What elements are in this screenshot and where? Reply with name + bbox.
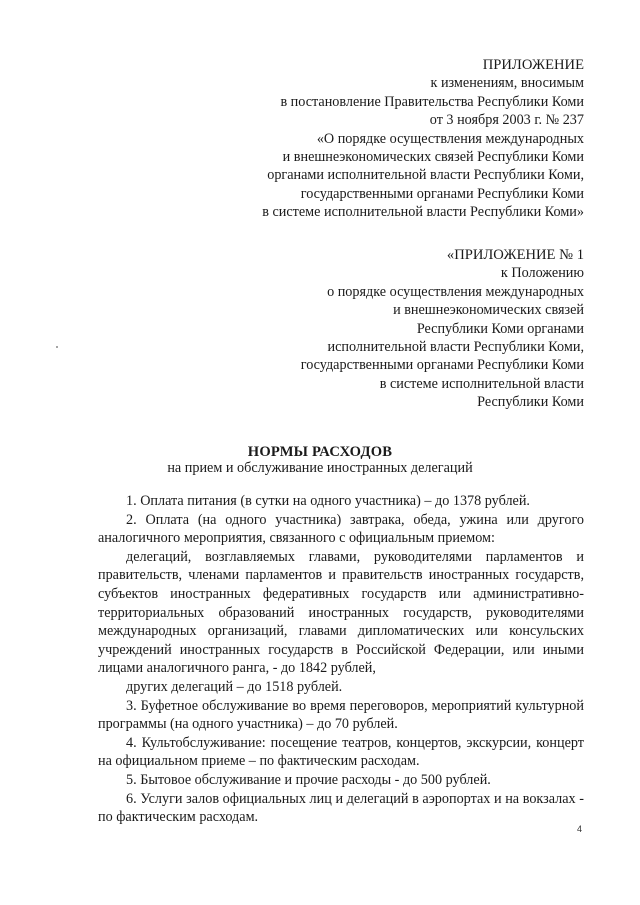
document-title: НОРМЫ РАСХОДОВ <box>247 444 393 460</box>
paragraph: 1. Оплата питания (в сутки на одного участника) – до 1378 рублей. <box>126 493 530 509</box>
paragraph: 4. Культобслуживание: посещение театров, концертов, экскурсии, концерт на официальном приеме – по фактическим расходам. <box>98 734 584 770</box>
appendix1-title: «ПРИЛОЖЕНИЕ № 1 <box>446 247 584 263</box>
paragraph: других делегаций – до 1518 рублей. <box>126 678 343 695</box>
appendix-title: ПРИЛОЖЕНИЕ <box>482 57 584 73</box>
appendix-line: в системе исполнительной власти Республики Коми» <box>262 204 584 221</box>
scan-speck <box>56 346 58 348</box>
appendix1-line: в системе исполнительной власти <box>379 375 584 392</box>
appendix-header <box>262 56 584 222</box>
appendix1-line: к Положению <box>500 265 584 282</box>
paragraph: 5. Бытовое обслуживание и прочие расходы - до 500 рублей. <box>126 771 491 788</box>
appendix1-line: о порядке осуществления международных <box>327 283 584 300</box>
paragraph: 6. Услуги залов официальных лиц и делегаций в аэропортах и на вокзалах - по фактическим расходам. <box>98 790 584 826</box>
appendix-line: и внешнеэкономических связей Республики Коми <box>282 149 584 166</box>
page-number: 4 <box>576 824 582 834</box>
paragraph: делегаций, возглавляемых главами, руководителями парламентов и правительств, членами парламентов и правительств иностранных государств, субъектов иностранных федеративных государств или административно-территориальных образований иностранных государств, руководителями международных организаций, главами дипломатических или консульских учреждений иностранных государств в Российской Федерации, или иными лицами аналогичного ранга, - до 1842 рублей, <box>98 548 584 677</box>
appendix-line: к изменениям, вносимым <box>430 75 584 92</box>
appendix1-line: Республики Коми органами <box>416 320 584 337</box>
appendix1-line: государственными органами Республики Коми <box>300 357 584 374</box>
paragraph: 2. Оплата (на одного участника) завтрака, обеда, ужина или другого аналогичного мероприятия, связанного с официальным приемом: <box>98 511 584 547</box>
appendix-line: от 3 ноября 2003 г. № 237 <box>429 112 584 129</box>
appendix-line: государственными органами Республики Коми <box>300 185 584 202</box>
appendix1-line: и внешнеэкономических связей <box>393 302 584 319</box>
document-body <box>98 492 584 827</box>
appendix1-line: Республики Коми <box>477 394 584 411</box>
document-subtitle: на прием и обслуживание иностранных делегаций <box>167 460 473 476</box>
appendix1-line: исполнительной власти Республики Коми, <box>327 339 584 356</box>
appendix-line: в постановление Правительства Республики Коми <box>280 93 584 110</box>
appendix-line: «О порядке осуществления международных <box>316 130 584 147</box>
appendix-line: органами исполнительной власти Республики Коми, <box>267 167 584 184</box>
paragraph: 3. Буфетное обслуживание во время переговоров, мероприятий культурной программы (на одного участника) – до 70 рублей. <box>98 697 584 733</box>
appendix1-header <box>301 246 584 412</box>
